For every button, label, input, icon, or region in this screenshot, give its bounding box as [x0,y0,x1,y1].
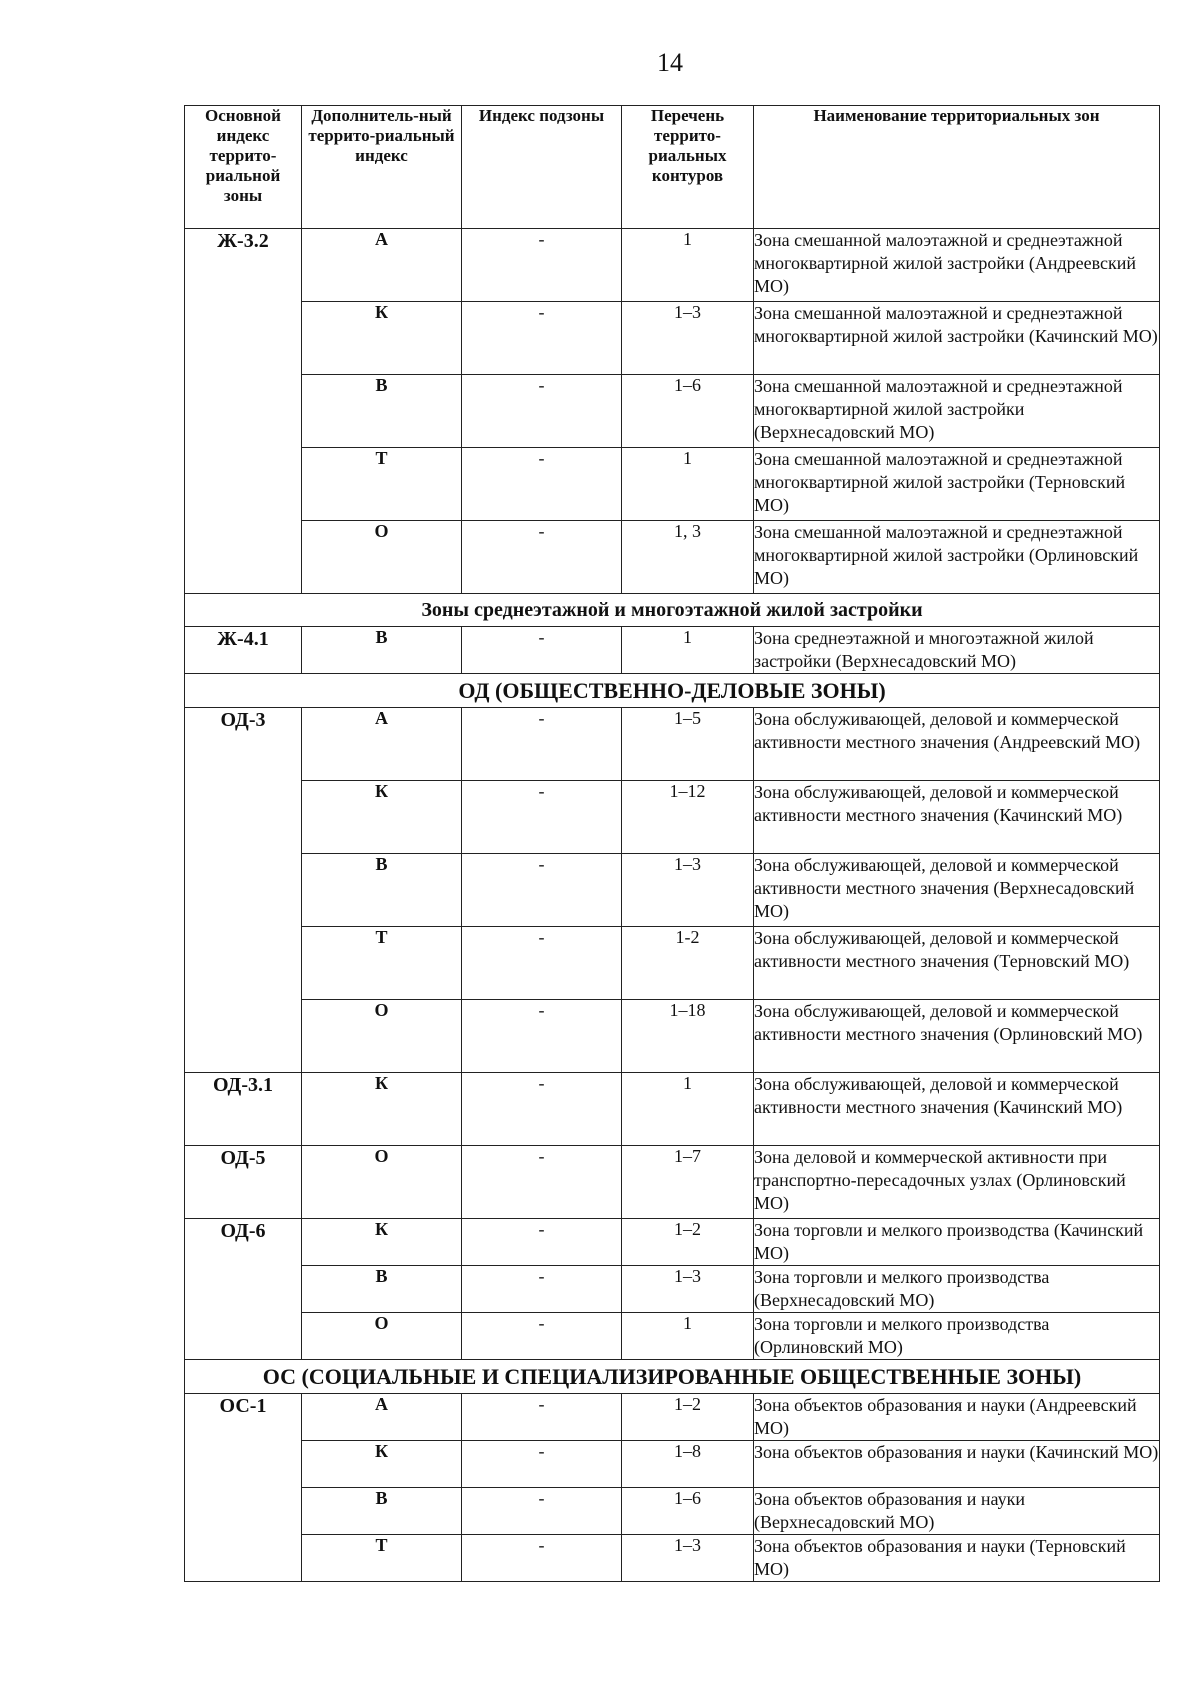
subzone-index-cell: - [462,781,622,854]
zone-name-cell: Зона объектов образования и науки (Качинский МО) [754,1441,1160,1488]
main-index-cell: Ж-4.1 [185,627,302,674]
table-row [185,1146,1160,1219]
contours-cell: 1 [622,1313,754,1360]
zone-name-cell: Зона объектов образования и науки (Андреевский МО) [754,1394,1160,1441]
additional-index-cell: В [302,627,462,674]
zone-name-cell: Зона торговли и мелкого производства (Верхнесадовский МО) [754,1266,1160,1313]
subzone-index-cell: - [462,1266,622,1313]
additional-index-cell: Т [302,448,462,521]
zone-name-cell: Зона среднеэтажной и многоэтажной жилой застройки (Верхнесадовский МО) [754,627,1160,674]
main-index-cell [185,375,302,448]
table-row [185,1313,1160,1360]
main-index-cell: ОС-1 [185,1394,302,1441]
main-index-cell [185,448,302,521]
main-index-cell: ОД-5 [185,1146,302,1219]
additional-index-cell: В [302,375,462,448]
subzone-index-cell: - [462,1000,622,1073]
contours-cell: 1-2 [622,927,754,1000]
contours-cell: 1 [622,229,754,302]
additional-index-cell: А [302,1394,462,1441]
main-index-cell [185,854,302,927]
contours-cell: 1–2 [622,1394,754,1441]
table-row [185,1266,1160,1313]
zone-name-cell: Зона обслуживающей, деловой и коммерческой активности местного значения (Верхнесадовский МО) [754,854,1160,927]
contours-cell: 1–12 [622,781,754,854]
additional-index-cell: В [302,1266,462,1313]
additional-index-cell: К [302,781,462,854]
table-row [185,1073,1160,1146]
main-index-cell: Ж-3.2 [185,229,302,302]
zone-name-cell: Зона обслуживающей, деловой и коммерческой активности местного значения (Орлиновский МО) [754,1000,1160,1073]
contours-cell: 1–18 [622,1000,754,1073]
contours-cell: 1 [622,448,754,521]
additional-index-cell: К [302,302,462,375]
additional-index-cell: О [302,1146,462,1219]
section-header-row [185,594,1160,627]
zone-name-cell: Зона смешанной малоэтажной и среднеэтажной многоквартирной жилой застройки (Качинский МО) [754,302,1160,375]
table-row [185,927,1160,1000]
table-row [185,1488,1160,1535]
subzone-index-cell: - [462,1394,622,1441]
additional-index-cell: В [302,1488,462,1535]
zone-name-cell: Зона смешанной малоэтажной и среднеэтажной многоквартирной жилой застройки (Андреевский МО) [754,229,1160,302]
additional-index-cell: К [302,1219,462,1266]
additional-index-cell: О [302,521,462,594]
section-header-row [185,674,1160,708]
additional-index-cell: А [302,229,462,302]
table-row [185,854,1160,927]
zone-name-cell: Зона смешанной малоэтажной и среднеэтажной многоквартирной жилой застройки (Верхнесадовский МО) [754,375,1160,448]
additional-index-cell: О [302,1313,462,1360]
contours-cell: 1–7 [622,1146,754,1219]
header-additional-index: Дополнитель-ный террито-риальный индекс [302,106,462,229]
table-row [185,627,1160,674]
additional-index-cell: А [302,708,462,781]
subzone-index-cell: - [462,375,622,448]
table-row [185,1000,1160,1073]
zone-name-cell: Зона торговли и мелкого производства (Орлиновский МО) [754,1313,1160,1360]
main-index-cell [185,521,302,594]
main-index-cell [185,1488,302,1535]
contours-cell: 1–2 [622,1219,754,1266]
subzone-index-cell: - [462,1535,622,1582]
contours-cell: 1–3 [622,1266,754,1313]
table-row [185,708,1160,781]
contours-cell: 1, 3 [622,521,754,594]
zone-name-cell: Зона обслуживающей, деловой и коммерческой активности местного значения (Качинский МО) [754,781,1160,854]
main-index-cell [185,1266,302,1313]
section-title: ОС (СОЦИАЛЬНЫЕ И СПЕЦИАЛИЗИРОВАННЫЕ ОБЩЕСТВЕННЫЕ ЗОНЫ) [185,1360,1160,1394]
table-row [185,229,1160,302]
subzone-index-cell: - [462,1488,622,1535]
subzone-index-cell: - [462,1219,622,1266]
subzone-index-cell: - [462,854,622,927]
header-subzone-index: Индекс подзоны [462,106,622,229]
subzone-index-cell: - [462,708,622,781]
page-number: 14 [657,48,683,77]
table-row [185,375,1160,448]
section-title: Зоны среднеэтажной и многоэтажной жилой застройки [185,594,1160,627]
zone-name-cell: Зона смешанной малоэтажной и среднеэтажной многоквартирной жилой застройки (Терновский МО) [754,448,1160,521]
contours-cell: 1–5 [622,708,754,781]
subzone-index-cell: - [462,448,622,521]
subzone-index-cell: - [462,521,622,594]
header-main-index: Основной индекс террито-риальной зоны [185,106,302,229]
zone-name-cell: Зона обслуживающей, деловой и коммерческой активности местного значения (Андреевский МО) [754,708,1160,781]
contours-cell: 1–3 [622,1535,754,1582]
table-row [185,448,1160,521]
section-header-row [185,1360,1160,1394]
table-row [185,781,1160,854]
header-contours-list: Перечень террито-риальных контуров [622,106,754,229]
table-row [185,1535,1160,1582]
zone-name-cell: Зона объектов образования и науки (Верхнесадовский МО) [754,1488,1160,1535]
main-index-cell [185,1535,302,1582]
additional-index-cell: Т [302,1535,462,1582]
additional-index-cell: К [302,1073,462,1146]
additional-index-cell: В [302,854,462,927]
subzone-index-cell: - [462,1073,622,1146]
contours-cell: 1–6 [622,1488,754,1535]
zone-name-cell: Зона торговли и мелкого производства (Качинский МО) [754,1219,1160,1266]
main-index-cell [185,1000,302,1073]
table-row [185,1219,1160,1266]
main-index-cell [185,1441,302,1488]
main-index-cell [185,927,302,1000]
table-row [185,1441,1160,1488]
territorial-zones-table [184,105,1160,1582]
table-body [185,229,1160,1582]
contours-cell: 1–6 [622,375,754,448]
additional-index-cell: Т [302,927,462,1000]
zone-name-cell: Зона обслуживающей, деловой и коммерческой активности местного значения (Терновский МО) [754,927,1160,1000]
header-zone-name: Наименование территориальных зон [754,106,1160,229]
main-index-cell [185,302,302,375]
main-index-cell [185,781,302,854]
contours-cell: 1 [622,1073,754,1146]
zone-name-cell: Зона объектов образования и науки (Терновский МО) [754,1535,1160,1582]
table-row [185,1394,1160,1441]
subzone-index-cell: - [462,1441,622,1488]
main-index-cell: ОД-3.1 [185,1073,302,1146]
additional-index-cell: К [302,1441,462,1488]
zone-name-cell: Зона смешанной малоэтажной и среднеэтажной многоквартирной жилой застройки (Орлиновский МО) [754,521,1160,594]
subzone-index-cell: - [462,1146,622,1219]
main-index-cell [185,1313,302,1360]
zone-name-cell: Зона обслуживающей, деловой и коммерческой активности местного значения (Качинский МО) [754,1073,1160,1146]
contours-cell: 1–8 [622,1441,754,1488]
contours-cell: 1–3 [622,302,754,375]
subzone-index-cell: - [462,1313,622,1360]
contours-cell: 1 [622,627,754,674]
contours-cell: 1–3 [622,854,754,927]
table-header-row [185,106,1160,229]
subzone-index-cell: - [462,229,622,302]
additional-index-cell: О [302,1000,462,1073]
table-row [185,302,1160,375]
table-row [185,521,1160,594]
subzone-index-cell: - [462,627,622,674]
main-index-cell: ОД-6 [185,1219,302,1266]
subzone-index-cell: - [462,927,622,1000]
main-index-cell: ОД-3 [185,708,302,781]
subzone-index-cell: - [462,302,622,375]
section-title: ОД (ОБЩЕСТВЕННО-ДЕЛОВЫЕ ЗОНЫ) [185,674,1160,708]
zone-name-cell: Зона деловой и коммерческой активности при транспортно-пересадочных узлах (Орлиновский МО) [754,1146,1160,1219]
